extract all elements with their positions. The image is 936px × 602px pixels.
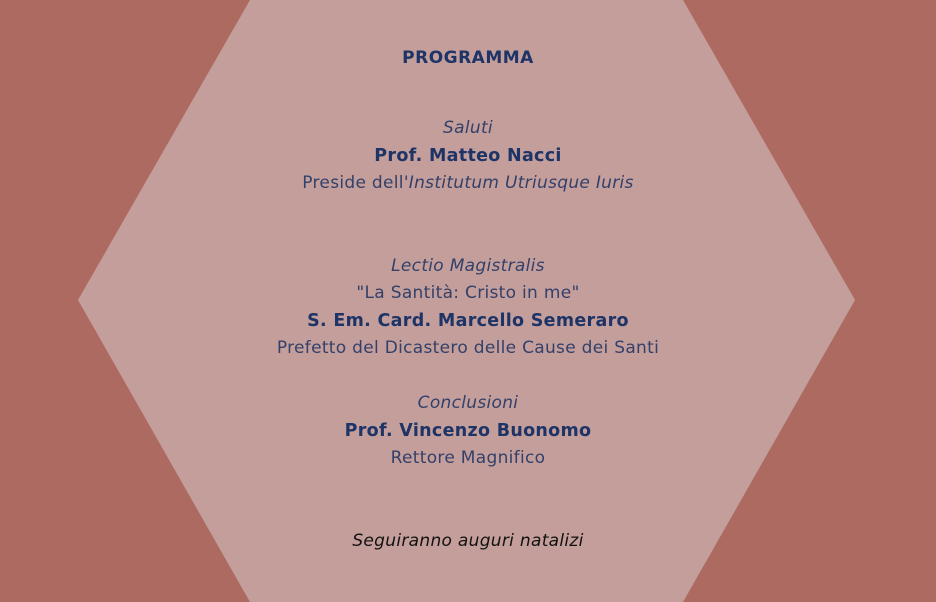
section-lectio-subtitle: "La Santità: Cristo in me" (356, 283, 580, 303)
section-saluti-role (0, 172, 936, 194)
section-saluti-role-institution: Institutum Utriusque Iuris (408, 173, 634, 193)
closing-note: Seguiranno auguri natalizi (352, 531, 584, 551)
section-lectio-name: S. Em. Card. Marcello Semeraro (307, 311, 629, 331)
program-title: PROGRAMMA (402, 48, 534, 68)
section-conclusioni-label: Conclusioni (417, 393, 519, 413)
section-lectio-role: Prefetto del Dicastero delle Cause dei Santi (276, 338, 660, 358)
section-conclusioni-name: Prof. Vincenzo Buonomo (344, 421, 592, 441)
section-saluti-label: Saluti (443, 118, 493, 138)
section-saluti-role-prefix: Preside dell' (302, 173, 409, 193)
section-saluti-name: Prof. Matteo Nacci (374, 146, 562, 166)
section-conclusioni-role: Rettore Magnifico (390, 448, 546, 468)
section-lectio-label: Lectio Magistralis (391, 256, 545, 276)
